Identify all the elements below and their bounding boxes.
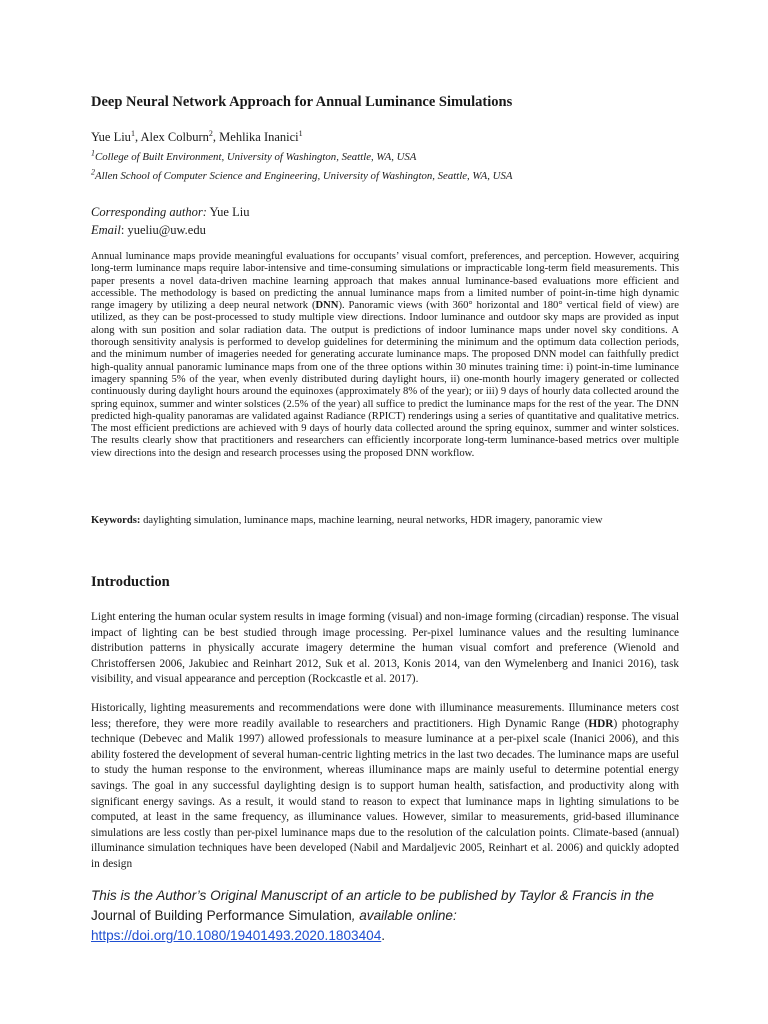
corresponding-author-label: Corresponding author: <box>91 205 207 219</box>
body-paragraph <box>91 701 679 873</box>
abstract-text: ). Panoramic views (with 360° horizontal and 180° vertical field of view) are utilized, as they can be post-processed to study multiple view directions. Indoor luminance and outdoor sky maps are provided as input along with sun position and solar radiation data. The output is predictions of indoor luminance maps under novel sky conditions. A thorough sensitivity analysis is performed to develop guidelines for determining the minimum and the optimum data collection periods, and the minimum number of imageries needed for generating accurate luminance maps. The proposed DNN model can faithfully predict high-quality annual panoramic luminance maps from one of the three options within 30 minutes training time: i) point-in-time luminance imagery spanning 5% of the year, when evenly distributed during daylight hours, ii) one-month hourly imagery generated or collected continuously during daylight hours around the equinoxes (approximately 8% of the year); or iii) 9 days of hourly data collected around the spring equinox, summer and winter solstices (2.5% of the year) all suffice to predict the luminance maps for the rest of the year. The DNN predicted high-quality panoramas are validated against Radiance (RPICT) renderings using a series of quantitative and qualitative metrics. The most efficient predictions are achieved with 9 days of hourly data collected around the spring equinox, summer and winter solstices. The results clearly show that practitioners and researchers can efficiently incorporate long-term luminance-based metrics over multiple view directions into the design and research processes using the proposed DNN workflow. <box>91 300 679 459</box>
paragraph-text: Historically, lighting measurements and recommendations were done with illuminance measurements. Illuminance meters cost less; therefore, they were more readily available to researchers and practitioners. High Dynamic Range ( <box>91 702 679 730</box>
keywords-label: Keywords: <box>91 515 141 526</box>
author-name: Mehlika Inanici <box>219 130 299 144</box>
affiliation <box>91 148 417 163</box>
abstract <box>91 251 679 460</box>
notice-end: . <box>381 928 386 943</box>
notice-text: This is the Author’s Original Manuscript of an article to be published by Taylor & Francis in the <box>91 888 654 903</box>
abstract-text: Annual luminance maps provide meaningful evaluations for occupants’ visual comfort, preferences, and perception. However, acquiring long-term luminance maps require labor-intensive and time-consuming simulations or impracticable long-term field measurements. This paper presents a novel data-driven machine learning approach that makes annual luminance-based evaluations more efficient and accessible. The methodology is based on predicting the annual luminance maps from a limited number of point-in-time high dynamic range imagery by utilizing a deep neural network ( <box>91 251 679 312</box>
contact-email <box>91 223 206 238</box>
affiliation-marker: 2 <box>91 167 95 177</box>
author-list <box>91 130 303 145</box>
notice-text: , available online: <box>351 908 457 923</box>
hdr-term: HDR <box>588 717 614 730</box>
email-address: : yueliu@uw.edu <box>120 223 206 237</box>
author-affiliation-marker: 2 <box>208 128 213 138</box>
author-name: Alex Colburn <box>140 130 209 144</box>
publication-notice <box>91 886 691 946</box>
paper-title: Deep Neural Network Approach for Annual Luminance Simulations <box>91 94 513 110</box>
author-separator: , <box>212 130 220 144</box>
author-affiliation-marker: 1 <box>130 128 135 138</box>
keywords-list: daylighting simulation, luminance maps, machine learning, neural networks, HDR imagery, panoramic view <box>140 515 603 526</box>
abstract-dnn-term: DNN <box>315 300 339 312</box>
affiliation <box>91 167 513 182</box>
email-label: Email <box>91 223 121 237</box>
section-heading-introduction: Introduction <box>91 574 170 590</box>
doi-link[interactable]: https://doi.org/10.1080/19401493.2020.1803404 <box>91 928 382 943</box>
author-name: Yue Liu <box>91 130 131 144</box>
corresponding-author-name: Yue Liu <box>206 205 250 219</box>
affiliation-text: College of Built Environment, University of Washington, Seattle, WA, USA <box>95 151 417 163</box>
body-paragraph: Light entering the human ocular system results in image forming (visual) and non-image forming (circadian) response. The visual impact of lighting can be best studied through image processing. Per-pixel luminance values and the resulting luminance distribution patterns in physically accurate imagery determine the human visual comfort and preference (Wienold and Christoffersen 2006, Jakubiec and Reinhart 2012, Suk et al. 2013, Konis 2014, van den Wymelenberg and Inanici 2016), task visibility, and visual appearance and perception (Rockcastle et al. 2017). <box>91 611 679 686</box>
journal-name: Journal of Building Performance Simulation <box>91 908 352 923</box>
keywords <box>91 515 679 526</box>
paragraph-text: ) photography technique (Debevec and Malik 1997) allowed professionals to measure luminance at a per-pixel scale (Inanici 2006), and this ability fostered the development of several human-centric lighting metrics in the last two decades. The luminance maps are useful to study the human response to the environment, whereas illuminance maps are mainly useful to determine potential energy savings. The goal in any successful daylighting design is to support human health, satisfaction, and productivity along with significant energy savings. As a result, it would stand to reason to expect that luminance maps in lighting simulations to be computed, at least in the same frequency, as illuminance values. However, similar to measurements, grid-based illuminance simulations are less costly than per-pixel luminance maps due to the resolution of the calculation points. Climate-based (annual) illuminance simulation techniques have been developed (Nabil and Mardaljevic 2005, Reinhart et al. 2006) and quickly adopted in design <box>91 717 679 870</box>
author-separator: , <box>134 130 141 144</box>
corresponding-author <box>91 205 249 220</box>
affiliation-text: Allen School of Computer Science and Engineering, University of Washington, Seattle, WA, USA <box>95 170 513 182</box>
author-affiliation-marker: 1 <box>298 128 303 138</box>
affiliation-marker: 1 <box>91 148 95 158</box>
